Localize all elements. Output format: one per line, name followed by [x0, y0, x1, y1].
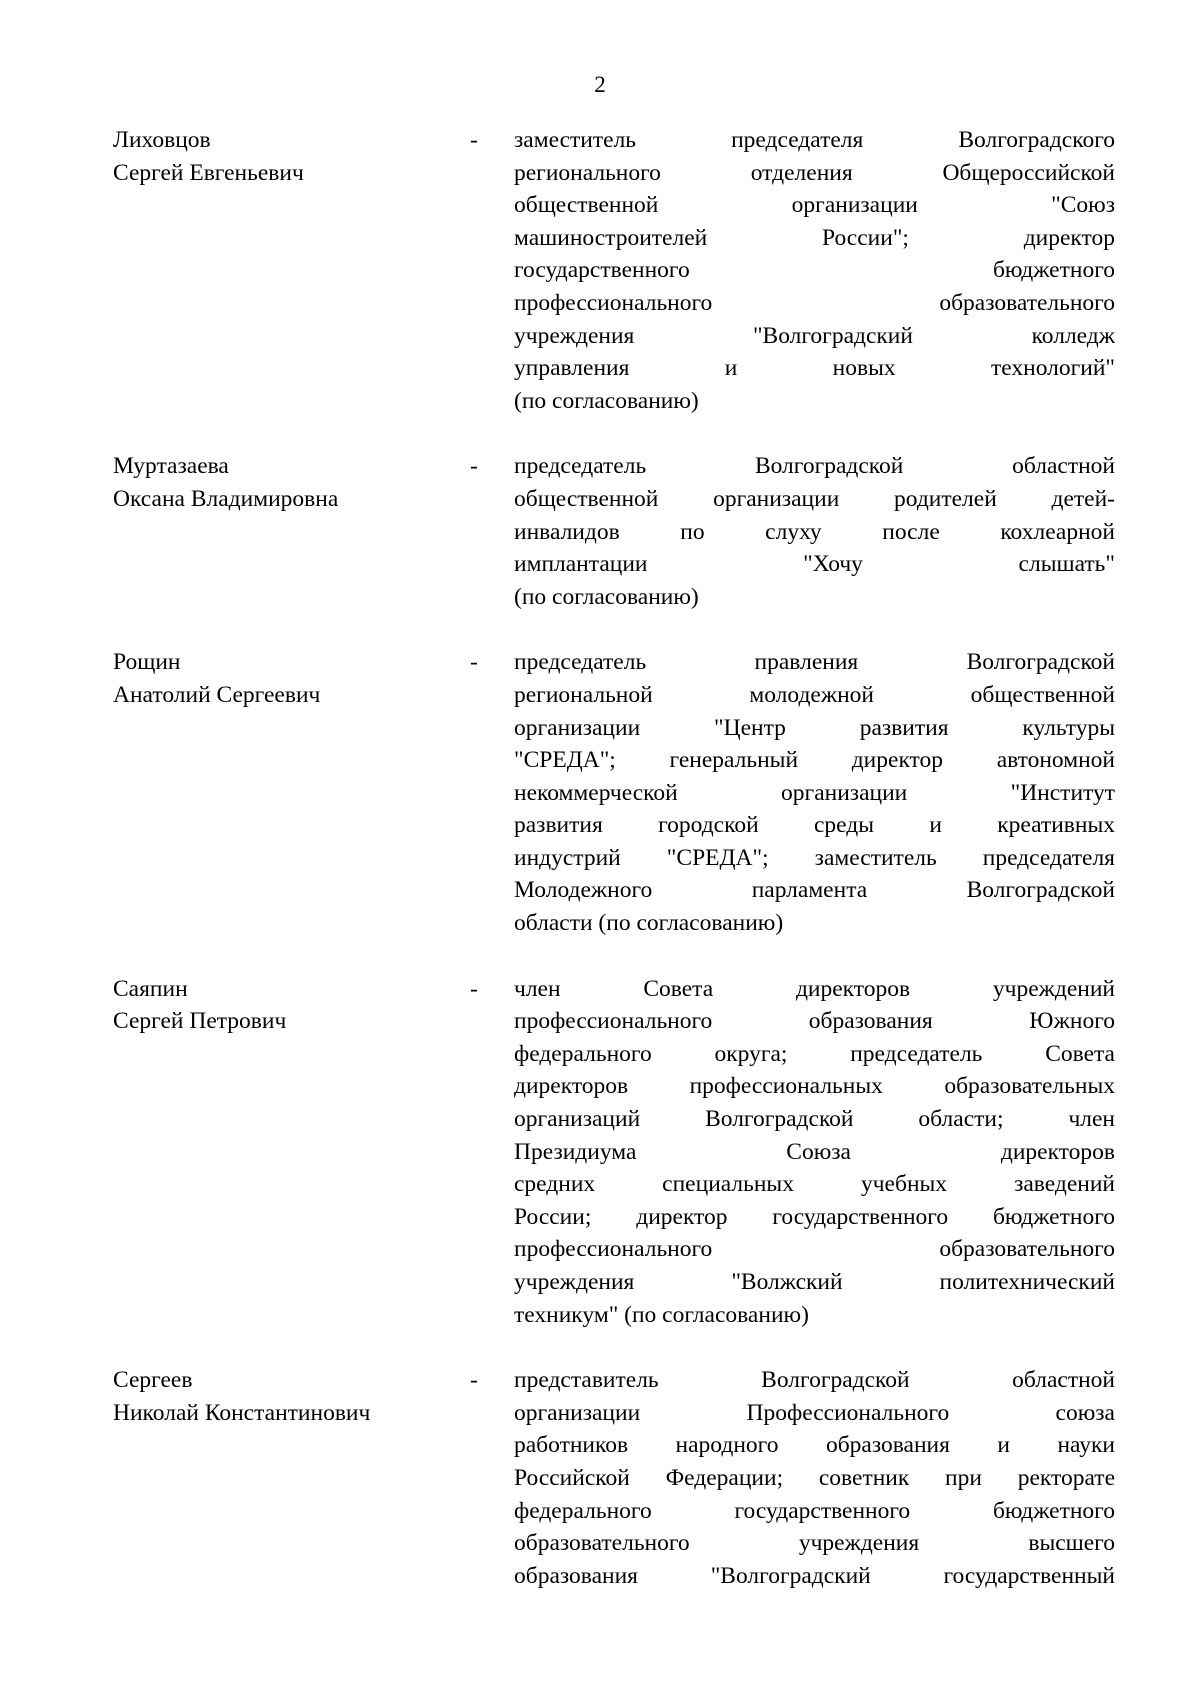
member-surname: Сергеев [113, 1367, 193, 1394]
position-line: заместитель председателя Волгоградского [514, 127, 1115, 153]
position-line: развития городской среды и креативных [514, 812, 1115, 839]
member-position [514, 124, 1115, 417]
position-line: региональной молодежной общественной [514, 681, 1115, 708]
member-entry [0, 450, 1200, 613]
member-position [514, 1364, 1115, 1592]
position-line: учреждения "Волгоградский колледж [514, 322, 1115, 349]
position-line: профессионального образования Южного [514, 1008, 1115, 1035]
member-surname: Муртазаева [113, 453, 229, 480]
position-line: работников народного образования и науки [514, 1432, 1115, 1459]
position-line: (по согласованию) [514, 583, 699, 610]
position-line: учреждения "Волжский политехнический [514, 1269, 1115, 1295]
member-surname: Лиховцов [113, 127, 211, 153]
position-line: средних специальных учебных заведений [514, 1171, 1115, 1198]
separator-dash: - [470, 975, 478, 1002]
member-given-names: Сергей Евгеньевич [113, 159, 304, 186]
position-line: профессионального образовательного [514, 1236, 1115, 1263]
position-line: государственного бюджетного [514, 257, 1115, 284]
member-position [514, 646, 1115, 939]
member-position [514, 450, 1115, 613]
position-line: "СРЕДА"; генеральный директор автономной [514, 747, 1115, 774]
separator-dash: - [470, 649, 478, 676]
position-line: организаций Волгоградской области; член [514, 1106, 1115, 1133]
member-name [113, 450, 443, 515]
member-entry [0, 1364, 1200, 1592]
member-name [113, 646, 443, 711]
position-line: области (по согласованию) [514, 910, 784, 937]
member-position [514, 973, 1115, 1332]
position-line: образовательного учреждения высшего [514, 1530, 1115, 1557]
member-name [113, 1364, 443, 1429]
position-line: общественной организации родителей детей- [514, 485, 1115, 512]
member-given-names: Оксана Владимировна [113, 485, 339, 512]
position-line: федерального округа; председатель Совета [514, 1040, 1115, 1067]
position-line: Российской Федерации; советник при ректорате [514, 1464, 1115, 1491]
position-line: представитель Волгоградской областной [514, 1367, 1115, 1394]
position-line: техникум" (по согласованию) [514, 1301, 809, 1328]
position-line: организации "Центр развития культуры [514, 714, 1115, 741]
position-line: инвалидов по слуху после кохлеарной [514, 518, 1115, 545]
member-given-names: Анатолий Сергеевич [113, 681, 321, 708]
position-line: России; директор государственного бюджетного [514, 1203, 1115, 1230]
position-line: председатель Волгоградской областной [514, 453, 1115, 480]
position-line: общественной организации "Союз [514, 192, 1115, 219]
member-surname: Саяпин [113, 975, 188, 1002]
position-line: член Совета директоров учреждений [514, 975, 1115, 1002]
position-line: индустрий "СРЕДА"; заместитель председателя [514, 844, 1115, 871]
position-line: некоммерческой организации "Институт [514, 779, 1115, 806]
member-entry [0, 973, 1200, 1332]
member-entry [0, 646, 1200, 939]
separator-dash: - [470, 1367, 478, 1394]
separator-dash: - [470, 127, 478, 153]
position-line: председатель правления Волгоградской [514, 649, 1115, 676]
position-line: имплантации "Хочу слышать" [514, 551, 1115, 578]
position-line: профессионального образовательного [514, 289, 1115, 316]
member-name [113, 973, 443, 1038]
member-given-names: Николай Константинович [113, 1399, 371, 1426]
position-line: федерального государственного бюджетного [514, 1497, 1115, 1524]
member-surname: Рощин [113, 649, 181, 676]
position-line: Президиума Союза директоров [514, 1138, 1115, 1165]
member-list [0, 124, 1200, 1625]
member-entry [0, 124, 1200, 417]
position-line: машиностроителей России"; директор [514, 224, 1115, 251]
member-name [113, 124, 443, 189]
page-number: 2 [594, 72, 606, 97]
position-line: регионального отделения Общероссийской [514, 159, 1115, 186]
position-line: управления и новых технологий" [514, 355, 1115, 382]
position-line: организации Профессионального союза [514, 1399, 1115, 1426]
position-line: образования "Волгоградский государственный [514, 1562, 1115, 1589]
position-line: директоров профессиональных образовательных [514, 1073, 1115, 1100]
member-given-names: Сергей Петрович [113, 1008, 287, 1035]
separator-dash: - [470, 453, 478, 480]
position-line: (по согласованию) [514, 387, 699, 414]
position-line: Молодежного парламента Волгоградской [514, 877, 1115, 904]
